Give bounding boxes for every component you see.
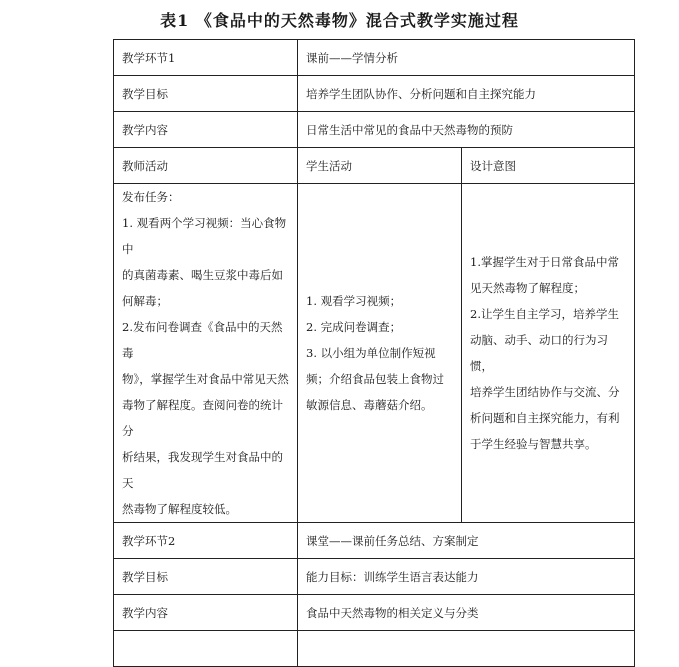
text-line: 培养学生团结协作与交流、分 xyxy=(470,385,620,399)
text-line: 2.发布问卷调查《食品中的天然毒 xyxy=(122,320,283,360)
row-value: 能力目标：训练学生语言表达能力 xyxy=(298,559,635,595)
header-teacher: 教师活动 xyxy=(114,148,298,184)
design-intent xyxy=(462,184,635,523)
header-student: 学生活动 xyxy=(298,148,462,184)
row-label: 教学目标 xyxy=(114,76,298,112)
teacher-activities xyxy=(114,184,298,523)
text-line: 1. 观看两个学习视频：当心食物中 xyxy=(122,216,287,256)
text-line: 的真菌毒素、喝生豆浆中毒后如 xyxy=(122,268,283,282)
text-line: 1.掌握学生对于日常食品中常 xyxy=(470,255,619,269)
text-line: 何解毒； xyxy=(122,294,168,308)
student-activities xyxy=(298,184,462,523)
text-line: 析结果，我发现学生对食品中的天 xyxy=(122,450,283,490)
table-row xyxy=(114,631,635,667)
row-label: 教学内容 xyxy=(114,595,298,631)
text-line: 见天然毒物了解程度； xyxy=(470,281,585,295)
text-line: 于学生经验与智慧共享。 xyxy=(470,437,597,451)
text-line: 动脑、动手、动口的行为习惯， xyxy=(470,333,608,373)
text-line: 物》，掌握学生对食品中常见天然 xyxy=(122,372,289,386)
activities-row xyxy=(114,184,635,523)
text-line: 毒物了解程度。查阅问卷的统计分 xyxy=(122,398,283,438)
row-label xyxy=(114,631,298,667)
row-value: 培养学生团队协作、分析问题和自主探究能力 xyxy=(298,76,635,112)
table-row xyxy=(114,76,635,112)
text-line: 3. 以小组为单位制作短视 xyxy=(306,346,436,360)
text-line: 2. 完成问卷调查； xyxy=(306,320,402,334)
table-header-row xyxy=(114,148,635,184)
row-value: 课堂——课前任务总结、方案制定 xyxy=(298,523,635,559)
text-line: 发布任务： xyxy=(122,190,180,204)
row-label: 教学目标 xyxy=(114,559,298,595)
text-line: 1. 观看学习视频； xyxy=(306,294,402,308)
teaching-process-table xyxy=(113,39,635,667)
text-line: 然毒物了解程度较低。 xyxy=(122,502,237,516)
table-row xyxy=(114,595,635,631)
row-value xyxy=(298,631,635,667)
row-label: 教学环节1 xyxy=(114,40,298,76)
row-value: 食品中天然毒物的相关定义与分类 xyxy=(298,595,635,631)
header-design: 设计意图 xyxy=(462,148,635,184)
row-value: 日常生活中常见的食品中天然毒物的预防 xyxy=(298,112,635,148)
table-title: 表1 《食品中的天然毒物》混合式教学实施过程 xyxy=(160,11,519,30)
text-line: 敏源信息、毒蘑菇介绍。 xyxy=(306,398,433,412)
text-line: 2.让学生自主学习，培养学生 xyxy=(470,307,619,321)
table-row xyxy=(114,112,635,148)
row-label: 教学环节2 xyxy=(114,523,298,559)
table-row xyxy=(114,40,635,76)
row-label: 教学内容 xyxy=(114,112,298,148)
table-row xyxy=(114,559,635,595)
row-value: 课前——学情分析 xyxy=(298,40,635,76)
text-line: 析问题和自主探究能力，有利 xyxy=(470,411,620,425)
text-line: 频；介绍食品包装上食物过 xyxy=(306,372,444,386)
